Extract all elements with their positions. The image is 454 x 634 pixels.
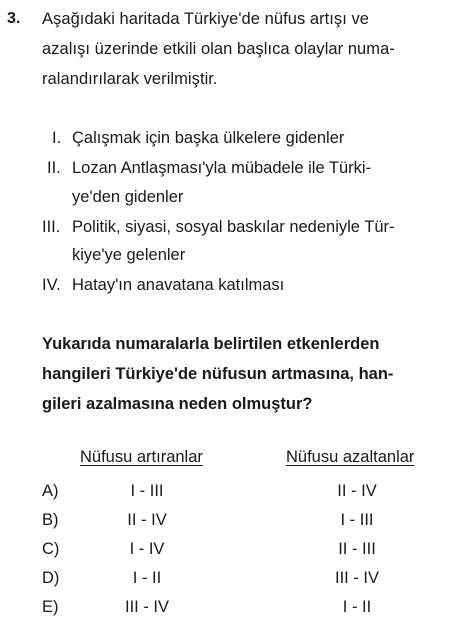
statement-text-3-line-1: Politik, siyasi, sosyal baskılar nedeniyle Tür- (72, 218, 395, 236)
option-decrease-value: I - III (340, 511, 374, 529)
question-stem-line-3: ralandırılarak verilmiştir. (42, 70, 218, 88)
option-decrease-value: I - II (342, 598, 372, 616)
option-increase-value: II - IV (127, 511, 167, 529)
prompt-line-3: gileri azalmasına neden olmuştur? (42, 395, 313, 413)
question-stem-line-1: Aşağıdaki haritada Türkiye'de nüfus artışı ve (42, 10, 370, 28)
option-letter: D) (42, 569, 60, 587)
column-header-increase: Nüfusu artıranlar (80, 448, 203, 466)
prompt-line-2: hangileri Türkiye'de nüfusun artmasına, han- (42, 365, 394, 383)
option-decrease-value: II - III (338, 540, 376, 558)
question-number: 3. (7, 10, 21, 27)
option-increase-value: I - II (132, 569, 162, 587)
option-increase-value: I - III (130, 482, 164, 500)
option-letter: A) (42, 482, 59, 500)
statement-number-4: IV. (42, 276, 61, 294)
option-letter: E) (42, 598, 59, 616)
statement-text-2-line-1: Lozan Antlaşması'yla mübadele ile Türki- (72, 159, 372, 177)
statement-number-1: I. (52, 129, 62, 147)
option-decrease-value: III - IV (334, 569, 379, 587)
question-stem-line-2: azalışı üzerinde etkili olan başlıca olaylar numa- (42, 40, 395, 58)
option-increase-value: III - IV (124, 598, 169, 616)
statement-number-2: II. (47, 159, 61, 177)
statement-text-1: Çalışmak için başka ülkelere gidenler (72, 129, 345, 147)
statement-text-2-line-2: ye'den gidenler (72, 188, 184, 206)
statement-text-3-line-2: kiye'ye gelenler (72, 246, 186, 264)
prompt-line-1: Yukarıda numaralarla belirtilen etkenlerden (42, 335, 380, 353)
option-decrease-value: II - IV (337, 482, 377, 500)
option-letter: C) (42, 540, 60, 558)
statement-number-3: III. (42, 218, 61, 236)
column-header-decrease: Nüfusu azaltanlar (286, 448, 415, 466)
option-increase-value: I - IV (129, 540, 165, 558)
option-letter: B) (42, 511, 59, 529)
statement-text-4: Hatay'ın anavatana katılması (72, 276, 285, 294)
